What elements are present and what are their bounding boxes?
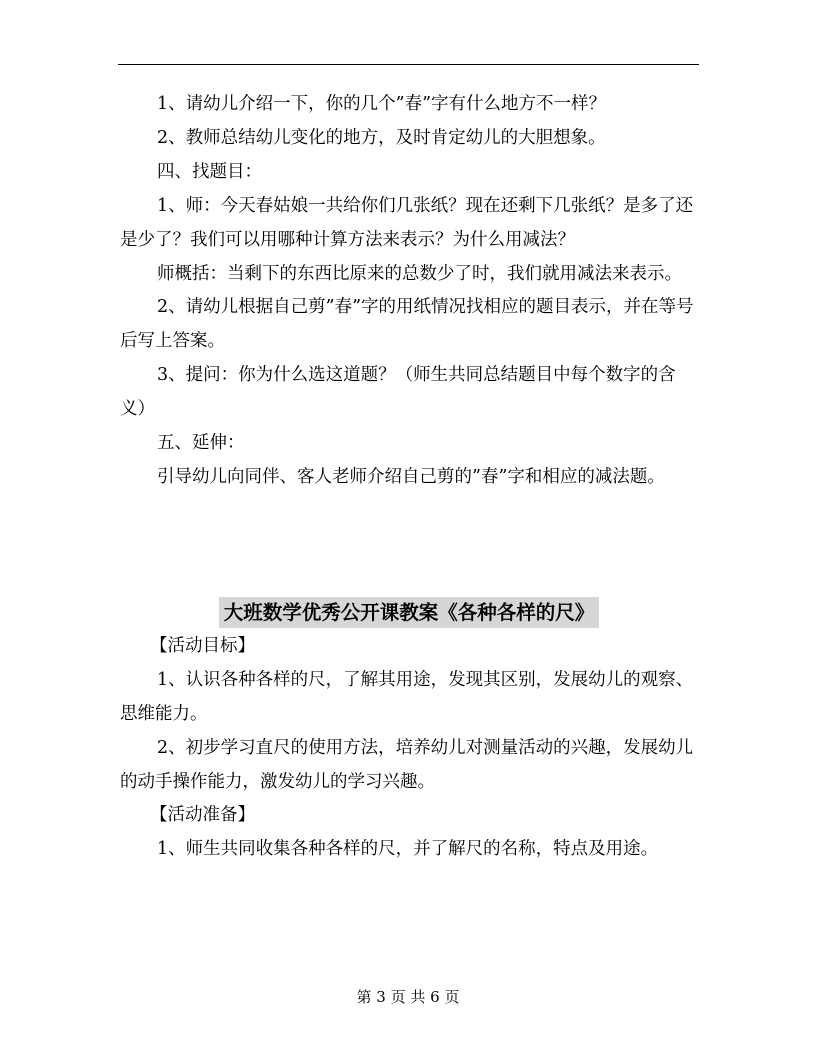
section-heading: 五、延伸： (157, 433, 245, 454)
section-heading: 【活动目标】 (150, 635, 255, 656)
paragraph: 3、提问：你为什么选这道题？（师生共同总结题目中每个数字的含义） (120, 365, 676, 420)
paragraph: 引导幼儿向同伴、客人老师介绍自己剪的”春”字和相应的减法题。 (157, 466, 665, 487)
paragraph: 1、认识各种各样的尺，了解其用途，发现其区别，发展幼儿的观察、思维能力。 (120, 669, 694, 724)
page-number: 第 3 页 共 6 页 (356, 988, 460, 1006)
paragraph: 师概括：当剩下的东西比原来的总数少了时，我们就用减法来表示。 (157, 263, 682, 284)
paragraph: 1、师：今天春姑娘一共给你们几张纸？现在还剩下几张纸？是多了还是少了？我们可以用哪种计算方法来表示？为什么用减法？ (120, 195, 694, 250)
document-body (120, 88, 698, 867)
section-heading: 四、找题目： (157, 161, 262, 182)
paragraph: 2、初步学习直尺的使用方法，培养幼儿对测量活动的兴趣，发展幼儿的动手操作能力，激发幼儿的学习兴趣。 (120, 737, 694, 792)
section-heading: 【活动准备】 (150, 805, 255, 826)
paragraph: 1、师生共同收集各种各样的尺，并了解尺的名称，特点及用途。 (157, 839, 659, 860)
lesson-title-wrap (120, 597, 698, 628)
lesson-title: 大班数学优秀公开课教案《各种各样的尺》 (219, 597, 600, 628)
paragraph: 2、教师总结幼儿变化的地方，及时肯定幼儿的大胆想象。 (157, 127, 606, 148)
header-rule (118, 64, 699, 65)
paragraph: 2、请幼儿根据自己剪”春”字的用纸情况找相应的题目表示，并在等号后写上答案。 (120, 297, 694, 352)
paragraph: 1、请幼儿介绍一下，你的几个”春”字有什么地方不一样？ (157, 94, 607, 114)
